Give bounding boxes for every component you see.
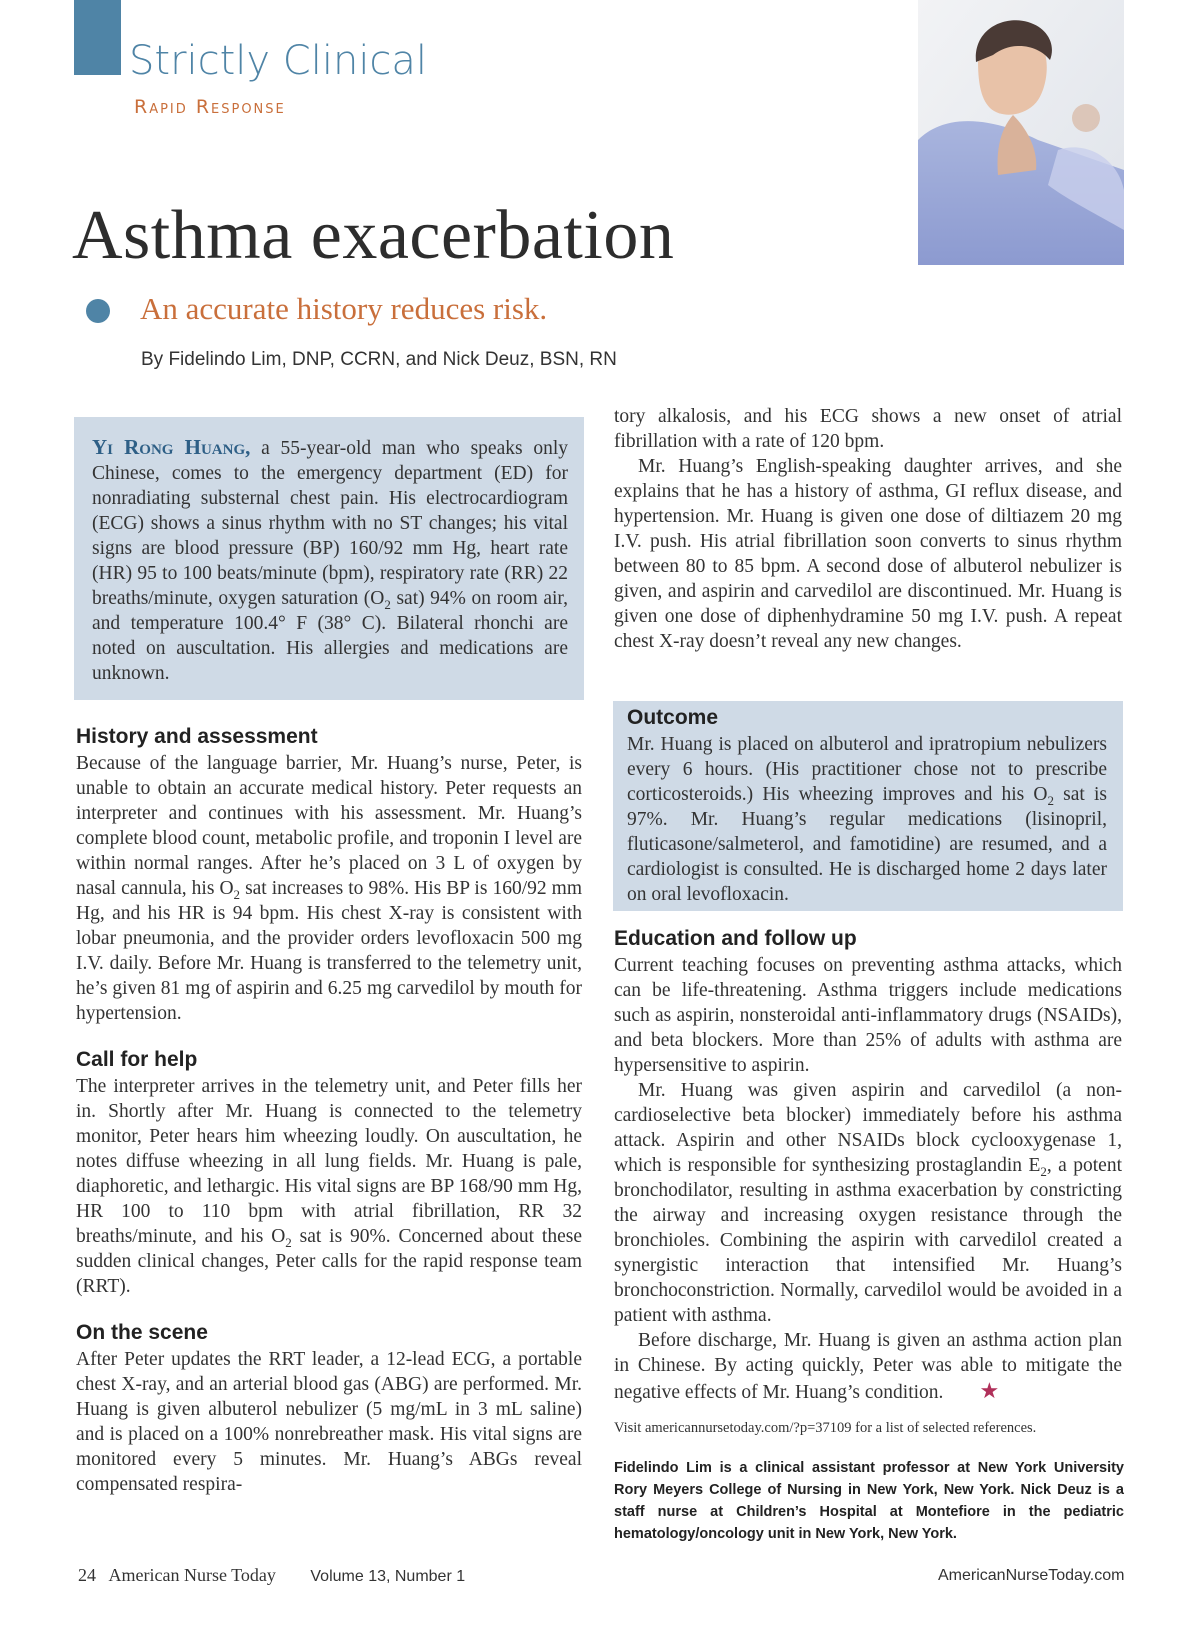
- case-summary-box: [74, 417, 584, 700]
- author-bio: Fidelindo Lim is a clinical assistant professor at New York University Rory Meyers College of Nursing in New York, New York. Nick Deuz is a staff nurse at Children’s Hospital at Montefiore in the pediatric hematology/oncology unit in New York, New York.: [614, 1460, 1124, 1542]
- history-paragraph: Because of the language barrier, Mr. Huang’s nurse, Peter, is unable to obtain an accurate medical history. Peter requests an interpreter and continues with his assessment. Mr. Huang’s complete blood count, metabolic profile, and troponin I level are within normal ranges. After he’s placed on 3 L of oxygen by nasal cannula, his $O_2$ sat increases to 98%. His BP is 160/92 mm Hg, and his HR is 94 bpm. His chest X-ray is consistent with lobar pneumonia, and the provider orders levofloxacin 500 mg I.V. daily. Before Mr. Huang is transferred to the telemetry unit, he’s given 81 mg of aspirin and 6.25 mg carvedilol by mouth for hypertension.: [76, 753, 582, 1024]
- bullet-dot: [86, 299, 110, 323]
- article-subtitle: An accurate history reduces risk.: [140, 291, 548, 326]
- left-column: [76, 724, 582, 1497]
- volume-info: Volume 13, Number 1: [310, 1568, 466, 1585]
- scene-paragraph-cont: tory alkalosis, and his ECG shows a new onset of atrial fibrillation with a rate of 120 bpm.: [614, 406, 1122, 452]
- subscript: 2: [384, 596, 391, 612]
- help-paragraph: The interpreter arrives in the telemetry unit, and Peter fills her in. Shortly after Mr. Huang is connected to the telemetry monitor, Peter hears him wheezing loudly. On auscultation, he notes diffuse wheezing in all lung fields. Mr. Huang is pale, diaphoretic, and lethargic. His vital signs are BP 168/90 mm Hg, HR 100 to 110 bpm with atrial fibrillation, RR 32 breaths/minute, and his $O_2$ sat is 90%. Concerned about these sudden clinical changes, Peter calls for the rapid response team (RRT).: [76, 1076, 582, 1297]
- case-paragraph: [92, 435, 568, 686]
- end-star-icon: ★: [979, 1378, 1000, 1403]
- outcome-heading: Outcome: [627, 706, 719, 729]
- patient-name: Yi Rong Huang,: [92, 435, 251, 459]
- column-title: Strictly Clinical: [129, 38, 428, 84]
- education-paragraph-2: Mr. Huang was given aspirin and carvedilol (a non-cardioselective beta blocker) immediately before his asthma attack. Aspirin and other NSAIDs block cyclooxygenase 1, which is responsible for synthesizing prostaglandin $E_2$, a potent bronchodilator, resulting in asthma exacerbation by constricting the airway and increasing oxygen resistance through the bronchioles. Combining the aspirin with carvedilol created a synergistic interaction that intensified Mr. Huang’s bronchoconstriction. Normally, carvedilol would be avoided in a patient with asthma.: [614, 1080, 1122, 1326]
- page-number: 24: [78, 1565, 96, 1585]
- nurse-illustration: [918, 0, 1124, 265]
- magazine-name: American Nurse Today: [108, 1565, 276, 1585]
- right-column-top: [614, 404, 1122, 654]
- education-section: [614, 926, 1122, 1405]
- scene-paragraph-2: Mr. Huang’s English-speaking daughter arrives, and she explains that he has a history of asthma, GI reflux disease, and hypertension. Mr. Huang is given one dose of diltiazem 20 mg I.V. push. His atrial fibrillation soon converts to sinus rhythm between 80 to 85 bpm. A second dose of albuterol nebulizer is given, and aspirin and carvedilol are discontinued. Mr. Huang is given one dose of diphenhydramine 50 mg I.V. push. A repeat chest X-ray doesn’t reveal any new changes.: [614, 456, 1122, 652]
- article-title: Asthma exacerbation: [72, 197, 675, 274]
- education-paragraph-3: Before discharge, Mr. Huang is given an asthma action plan in Chinese. By acting quickly, Peter was able to mitigate the negative effects of Mr. Huang’s condition. ★: [614, 1330, 1122, 1403]
- help-heading: Call for help: [76, 1048, 198, 1071]
- column-color-bar: [74, 0, 121, 75]
- byline: By Fidelindo Lim, DNP, CCRN, and Nick Deuz, BSN, RN: [141, 349, 617, 370]
- footer-left: [78, 1565, 465, 1586]
- education-paragraph-1: Current teaching focuses on preventing asthma attacks, which can be life-threatening. Asthma triggers include medications such as aspirin, nonsteroidal anti-inflammatory drugs (NSAIDs), and beta blockers. More than 25% of adults with asthma are hypersensitive to aspirin.: [614, 955, 1122, 1076]
- case-text-cont: sat) 94% on room air, and temperature 100.4° F (38° C). Bilateral rhonchi are noted on auscultation. His allergies and medications are unknown.: [92, 588, 568, 684]
- case-text: a 55-year-old man who speaks only Chinese, comes to the emergency department (ED) for nonradiating substernal chest pain. His electrocardiogram (ECG) shows a sinus rhythm with no ST changes; his vital signs are blood pressure (BP) 160/92 mm Hg, heart rate (HR) 95 to 100 beats/minute (bpm), respiratory rate (RR) 22 breaths/minute, oxygen saturation (O: [92, 438, 568, 609]
- scene-heading: On the scene: [76, 1321, 208, 1344]
- nurse-photo: [918, 0, 1124, 265]
- footer-website: AmericanNurseToday.com: [938, 1567, 1125, 1584]
- references-note: Visit americannursetoday.com/?p=37109 for a list of selected references.: [614, 1420, 1037, 1436]
- scene-paragraph: After Peter updates the RRT leader, a 12-lead ECG, a portable chest X-ray, and an arterial blood gas (ABG) are performed. Mr. Huang is given albuterol nebulizer (5 mg/mL in 3 mL saline) and is placed on a 100% nonrebreather mask. His vital signs are monitored every 5 minutes. Mr. Huang’s ABGs reveal compensated respira-: [76, 1349, 582, 1495]
- outcome-paragraph: Mr. Huang is placed on albuterol and ipratropium nebulizers every 6 hours. (His practitioner chose not to prescribe corticosteroids.) His wheezing improves and his $O_2$ sat is 97%. Mr. Huang’s regular medications (lisinopril, fluticasone/salmeterol, and famotidine) are resumed, and a cardiologist is consulted. He is discharged home 2 days later on oral levofloxacin.: [627, 734, 1108, 905]
- column-subtitle: Rapid Response: [134, 96, 286, 118]
- education-heading: Education and follow up: [614, 927, 857, 950]
- outcome-box: [613, 701, 1123, 911]
- history-heading: History and assessment: [76, 725, 318, 748]
